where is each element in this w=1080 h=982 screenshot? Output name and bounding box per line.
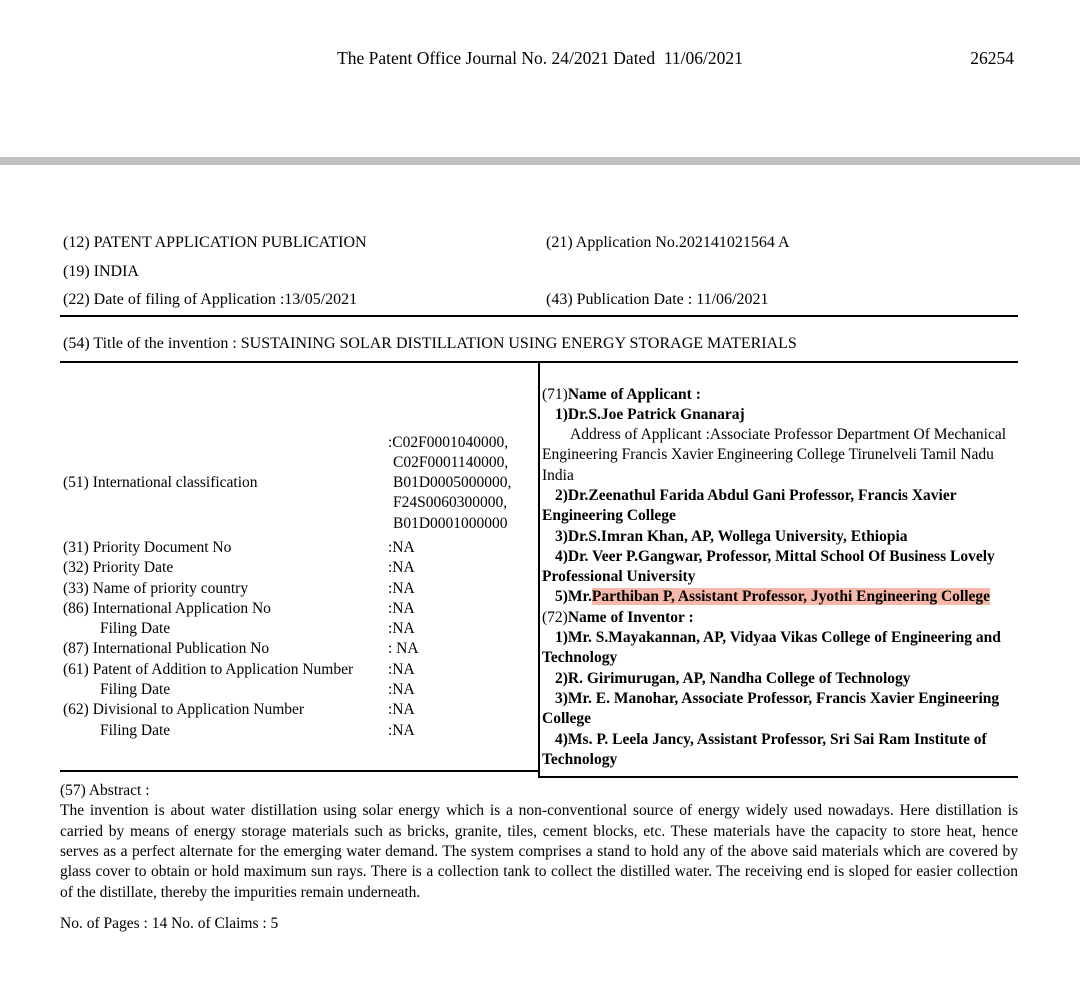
field-72-inventor-heading xyxy=(542,608,1010,628)
journal-header xyxy=(0,0,1080,69)
classification-code: :C02F0001040000, xyxy=(388,433,509,451)
priority-fields xyxy=(63,538,538,741)
field-43-publication-date: (43) Publication Date : 11/06/2021 xyxy=(546,291,769,308)
field-57-abstract-section xyxy=(60,778,1018,903)
field-label: (62) Divisional to Application Number xyxy=(63,701,305,719)
field-22-filing-date: (22) Date of filing of Application :13/05/2021 xyxy=(63,291,358,308)
field-label: Filing Date xyxy=(100,620,171,638)
pages-claims-line: No. of Pages : 14 No. of Claims : 5 xyxy=(60,914,279,932)
abstract-text: The invention is about water distillation using solar energy which is a non-conventional source of energy widely used nowadays. Here distillation is carried by means of energy storage materials such as bricks, granite, tiles, cement blocks, etc. These materials have the capacity to store heat, hence serves as a perfect alternate for the emerging water demand. The system comprises a stand to hold any of the above said materials which are covered by glass cover to obtain or hold maximum sun rays. There is a collection tank to collect the distilled water. The receiving end is sloped for easier collection of the distillate, thereby the impurities remain underneath. xyxy=(60,802,1018,901)
classification-label: (51) International classification xyxy=(63,474,258,492)
field-value: :NA xyxy=(388,701,415,719)
field-value: :NA xyxy=(388,721,415,739)
applicant-1: 1)Dr.S.Joe Patrick Gnanaraj xyxy=(555,405,745,423)
field-12-publication-type: (12) PATENT APPLICATION PUBLICATION xyxy=(63,234,367,251)
field-label: Filing Date xyxy=(100,721,171,739)
inventor-heading-text: Name of Inventor : xyxy=(567,608,694,626)
biblio-row-2 xyxy=(60,258,1018,287)
field-71-applicant-heading xyxy=(542,385,1010,405)
bibliographic-section xyxy=(60,229,1018,315)
field-label: (86) International Application No xyxy=(63,599,271,617)
field-31 xyxy=(63,538,538,558)
field-value: : NA xyxy=(388,640,419,658)
field-value: :NA xyxy=(388,620,415,638)
field-value: :NA xyxy=(388,681,415,699)
applicant-5 xyxy=(542,587,1010,607)
field-label: (31) Priority Document No xyxy=(63,538,232,556)
page-number: 26254 xyxy=(970,48,1014,68)
biblio-row-3 xyxy=(60,286,1018,315)
field-value: :NA xyxy=(388,538,415,556)
field-54-invention-title: (54) Title of the invention : SUSTAINING SOLAR DISTILLATION USING ENERGY STORAGE MATERIALS xyxy=(60,315,1018,363)
field-label: (32) Priority Date xyxy=(63,559,174,577)
field-51-classification xyxy=(63,433,538,534)
applicant-3: 3)Dr.S.Imran Khan, AP, Wollega University, Ethiopia xyxy=(555,527,908,545)
field-72-code: (72) xyxy=(542,608,568,626)
field-61-filing-date xyxy=(63,680,538,700)
applicant-5-prefix: 5)Mr. xyxy=(555,588,592,606)
biblio-empty-cell xyxy=(543,258,1018,287)
abstract-heading: (57) Abstract : xyxy=(60,782,150,800)
field-value: :NA xyxy=(388,579,415,597)
field-label: (87) International Publication No xyxy=(63,640,270,658)
left-bottom-rule xyxy=(60,770,538,772)
field-value: :NA xyxy=(388,660,415,678)
classification-codes xyxy=(388,433,511,534)
applicant-2: 2)Dr.Zeenathul Farida Abdul Gani Professor, Francis Xavier Engineering College xyxy=(542,486,957,525)
field-86-filing-date xyxy=(63,619,538,639)
field-19-country: (19) INDIA xyxy=(63,262,139,280)
right-column xyxy=(538,363,1018,779)
field-62 xyxy=(63,700,538,720)
classification-code: B01D0005000000, xyxy=(393,474,512,492)
inventor-1: 1)Mr. S.Mayakannan, AP, Vidyaa Vikas College of Engineering and Technology xyxy=(542,629,1001,667)
journal-title: The Patent Office Journal No. 24/2021 Dated 11/06/2021 xyxy=(337,48,743,68)
field-label: (61) Patent of Addition to Application Number xyxy=(63,660,354,678)
field-label: Filing Date xyxy=(100,681,171,699)
separator-bar xyxy=(0,157,1080,165)
field-value: :NA xyxy=(388,599,415,617)
field-label: (33) Name of priority country xyxy=(63,579,249,597)
field-33 xyxy=(63,579,538,599)
applicant-address: Address of Applicant :Associate Professor Department Of Mechanical Engineering Francis Xavier Engineering College Tirunelveli Tamil Nadu India xyxy=(542,426,1007,484)
inventor-3: 3)Mr. E. Manohar, Associate Professor, Francis Xavier Engineering College xyxy=(542,689,1000,728)
column-divider xyxy=(538,363,540,779)
left-column xyxy=(60,363,538,779)
field-value: :NA xyxy=(388,559,415,577)
biblio-row-1 xyxy=(60,229,1018,258)
field-86 xyxy=(63,599,538,619)
field-71-code: (71) xyxy=(542,385,568,403)
field-62-filing-date xyxy=(63,721,538,741)
field-87 xyxy=(63,639,538,659)
classification-code: B01D0001000000 xyxy=(393,514,508,532)
field-32 xyxy=(63,558,538,578)
applicant-5-highlighted-text: Parthiban P, Assistant Professor, Jyothi Engineering College xyxy=(591,588,991,606)
inventor-2: 2)R. Girimurugan, AP, Nandha College of Technology xyxy=(555,669,911,687)
field-21-application-no: (21) Application No.202141021564 A xyxy=(546,234,790,251)
applicant-heading-text: Name of Applicant : xyxy=(567,385,701,403)
inventor-4: 4)Ms. P. Leela Jancy, Assistant Professor, Sri Sai Ram Institute of Technology xyxy=(542,730,987,768)
applicant-4: 4)Dr. Veer P.Gangwar, Professor, Mittal School Of Business Lovely Professional University xyxy=(542,547,995,586)
field-61 xyxy=(63,660,538,680)
right-bottom-rule xyxy=(538,776,1018,778)
patent-record xyxy=(60,229,1018,933)
main-table xyxy=(60,363,1018,779)
classification-code: C02F0001140000, xyxy=(393,453,509,471)
classification-code: F24S0060300000, xyxy=(393,494,508,512)
